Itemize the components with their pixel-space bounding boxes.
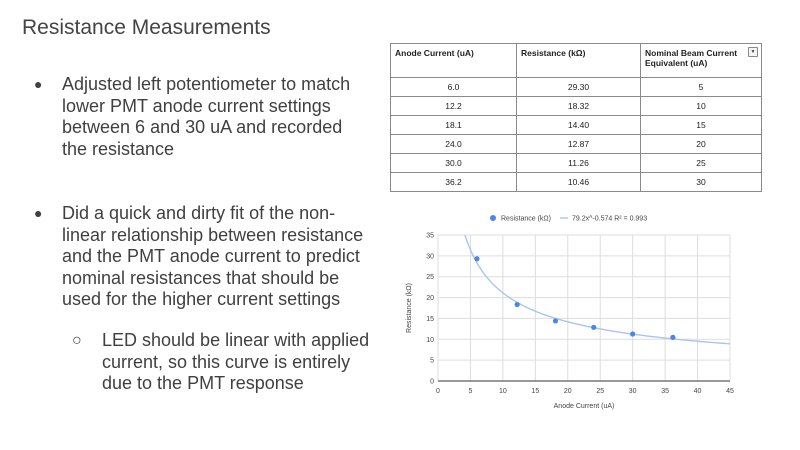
table-cell: 18.1 [391, 116, 517, 135]
table-cell: 14.40 [517, 116, 641, 135]
trendline-curve [454, 205, 730, 344]
x-tick-label: 0 [436, 388, 440, 395]
table-cell: 30 [641, 173, 762, 192]
x-tick-label: 15 [531, 388, 540, 395]
x-axis-label: Anode Current (uA) [553, 403, 615, 410]
y-tick-label: 20 [426, 295, 434, 303]
table-cell: 11.26 [517, 154, 641, 173]
x-tick-label: 30 [628, 388, 637, 395]
x-tick-label: 5 [468, 388, 473, 395]
data-point [670, 335, 675, 340]
y-tick-label: 0 [430, 378, 434, 386]
legend-marker-series [490, 215, 496, 221]
sub-bullet-text: LED should be linear with applied current, so this curve is entirely due to the PMT response [102, 330, 370, 393]
x-tick-label: 35 [661, 388, 670, 395]
table-cell: 12.2 [391, 97, 517, 116]
table-cell: 10.46 [517, 173, 641, 192]
table-row [391, 135, 762, 154]
table-cell: 10 [641, 97, 762, 116]
slide-title: Resistance Measurements [22, 16, 271, 39]
y-tick-label: 10 [426, 336, 434, 344]
resistance-chart [396, 205, 748, 415]
data-point [553, 318, 558, 323]
data-point [630, 331, 635, 336]
header-resistance: Resistance (kΩ) [517, 44, 641, 78]
table-cell: 20 [641, 135, 762, 154]
y-tick-label: 35 [426, 232, 434, 240]
x-tick-label: 40 [693, 388, 702, 395]
x-tick-label: 20 [563, 388, 572, 395]
table-row [391, 116, 762, 135]
table-cell: 5 [641, 78, 762, 97]
table-row [391, 154, 762, 173]
y-tick-label: 30 [426, 253, 434, 261]
table-cell: 24.0 [391, 135, 517, 154]
bullet-2-text: Did a quick and dirty fit of the non-linear relationship between resistance and the PMT anode current to predict nominal resistances that should be used for the higher current settings [62, 203, 364, 309]
table-row [391, 173, 762, 192]
table-cell: 12.87 [517, 135, 641, 154]
data-point [515, 302, 520, 307]
table-row [391, 78, 762, 97]
bullet-marker: ● [34, 76, 43, 92]
y-tick-label: 15 [426, 315, 434, 323]
x-tick-label: 10 [498, 388, 507, 395]
table-cell: 36.2 [391, 173, 517, 192]
header-nominal-beam-current-label: Nominal Beam Current Equivalent (uA) [645, 48, 738, 68]
y-axis-label: Resistance (kΩ) [406, 283, 413, 333]
table-cell: 29.30 [517, 78, 641, 97]
table-header-row [391, 44, 762, 78]
sub-bullet-marker: ○ [72, 332, 82, 349]
header-anode-current: Anode Current (uA) [391, 44, 517, 78]
resistance-table [390, 43, 762, 192]
table-row [391, 97, 762, 116]
legend-label-series: Resistance (kΩ) [501, 215, 551, 223]
bullet-1-text: Adjusted left potentiometer to match lower PMT anode current settings between 6 and 30 uA and recorded the resistance [62, 74, 351, 159]
x-tick-label: 45 [726, 388, 734, 395]
table-cell: 25 [641, 154, 762, 173]
legend-label-trendline: 79.2x^-0.574 R² = 0.993 [572, 215, 648, 223]
data-point [474, 256, 479, 261]
y-tick-label: 25 [426, 274, 434, 282]
table-cell: 15 [641, 116, 762, 135]
header-nominal-beam-current [641, 44, 762, 78]
chevron-down-icon[interactable]: ▼ [748, 47, 758, 57]
data-point [591, 325, 596, 330]
y-tick-label: 5 [430, 357, 434, 365]
table-cell: 30.0 [391, 154, 517, 173]
bullet-marker: ● [34, 205, 43, 221]
x-tick-label: 25 [596, 388, 605, 395]
table-cell: 18.32 [517, 97, 641, 116]
table-cell: 6.0 [391, 78, 517, 97]
